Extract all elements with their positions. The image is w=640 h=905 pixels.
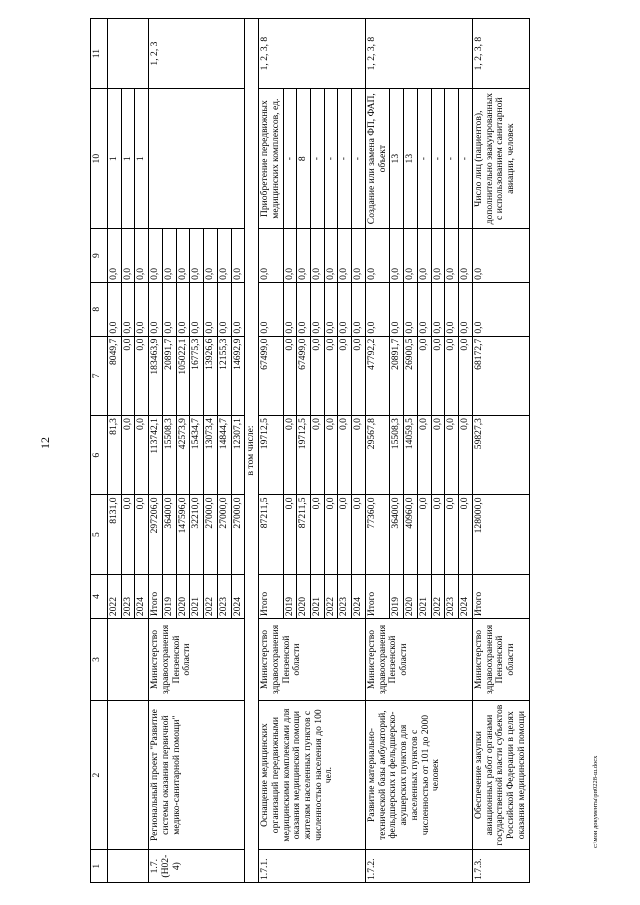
cell-value: 42573,9 <box>176 416 190 495</box>
cell-value: 0,0 <box>338 495 352 574</box>
cell-value: 0,0 <box>445 416 459 495</box>
cell-value: 0,0 <box>121 229 135 283</box>
cell-value: 0,0 <box>135 229 149 283</box>
cell-value: 0,0 <box>108 282 122 336</box>
cell-value: 0,0 <box>338 282 352 336</box>
cell-value: 0,0 <box>311 416 325 495</box>
cell-value: 0,0 <box>176 282 190 336</box>
goal-links: 1, 2, 3 <box>149 19 245 89</box>
cell-value: 16775,3 <box>190 336 204 415</box>
cell-value: 0,0 <box>259 229 283 283</box>
cell-year: 2020 <box>176 574 190 618</box>
cell-value: 0,0 <box>162 282 176 336</box>
cell-value: 0,0 <box>259 282 283 336</box>
cell-value: 81,3 <box>108 416 122 495</box>
cell-value: 0,0 <box>352 229 366 283</box>
cell-value: 0,0 <box>390 282 404 336</box>
row-number: 1.7.3. <box>472 850 529 883</box>
cell-value: 0,0 <box>431 336 445 415</box>
cell-value: 0,0 <box>162 229 176 283</box>
program-table <box>90 18 530 883</box>
cell-value: 0,0 <box>190 282 204 336</box>
cell-value: 0,0 <box>231 282 245 336</box>
cell-value: 0,0 <box>204 229 218 283</box>
cell-value: 77360,0 <box>365 495 389 574</box>
cell-value: 0,0 <box>431 229 445 283</box>
cell-value: 0,0 <box>404 229 418 283</box>
cell-value: 0,0 <box>445 336 459 415</box>
cell-value: 0,0 <box>431 495 445 574</box>
cell-value: 0,0 <box>149 282 163 336</box>
cell-value: 105022,1 <box>176 336 190 415</box>
cell-value: 0,0 <box>204 282 218 336</box>
cell-year: 2020 <box>297 574 311 618</box>
cell-value: 12155,3 <box>217 336 231 415</box>
cell-empty <box>108 19 149 89</box>
cell-value: 15434,7 <box>190 416 204 495</box>
executor: Министерство здравоохранения Пензенской области <box>472 619 529 701</box>
table-row <box>149 19 163 883</box>
cell-year: 2024 <box>231 574 245 618</box>
cell-value: 0,0 <box>283 282 297 336</box>
column-number: 8 <box>91 282 108 336</box>
cell-value: 0,0 <box>217 282 231 336</box>
cell-value: 0,0 <box>417 416 431 495</box>
cell-year: 2021 <box>190 574 204 618</box>
cell-year: 2021 <box>417 574 431 618</box>
cell-year: 2022 <box>431 574 445 618</box>
table-row <box>472 19 529 883</box>
table-row <box>108 19 122 883</box>
cell-empty <box>108 850 149 883</box>
cell-value: 19712,5 <box>259 416 283 495</box>
cell-value: 14059,5 <box>404 416 418 495</box>
cell-value: 0,0 <box>135 282 149 336</box>
cell-value: 13073,4 <box>204 416 218 495</box>
cell-value: 0,0 <box>190 229 204 283</box>
cell-value: 0,0 <box>390 229 404 283</box>
cell-value: 0,0 <box>217 229 231 283</box>
cell-value: 67499,0 <box>259 336 283 415</box>
footer-file-path: c:\мои документы\рп0228-ш.docx <box>592 755 599 848</box>
cell-value: 0,0 <box>459 282 473 336</box>
indicator-name: Число лиц (пациентов), дополнительно эвакуированных с использованием санитарной авиации, человек <box>472 89 529 229</box>
cell-value: 0,0 <box>459 495 473 574</box>
executor: Министерство здравоохранения Пензенской области <box>259 619 366 701</box>
table-row <box>259 19 283 883</box>
cell-value: 0,0 <box>231 229 245 283</box>
cell-value: 0,0 <box>431 282 445 336</box>
table-row <box>365 19 389 883</box>
cell-indicator-value: - <box>352 89 366 229</box>
cell-indicator-value: 1 <box>108 89 122 229</box>
cell-year: 2024 <box>352 574 366 618</box>
cell-value: 0,0 <box>431 416 445 495</box>
cell-year: 2023 <box>121 574 135 618</box>
cell-value: 12307,1 <box>231 416 245 495</box>
cell-value: 0,0 <box>324 416 338 495</box>
cell-value: 0,0 <box>472 282 529 336</box>
cell-value: 0,0 <box>417 229 431 283</box>
cell-year: Итого <box>365 574 389 618</box>
cell-value: 20891,7 <box>390 336 404 415</box>
cell-value: 0,0 <box>417 495 431 574</box>
cell-value: 0,0 <box>445 495 459 574</box>
cell-value: 0,0 <box>338 336 352 415</box>
cell-year: 2022 <box>108 574 122 618</box>
cell-value: 87211,5 <box>259 495 283 574</box>
cell-value: 0,0 <box>459 229 473 283</box>
cell-value: 0,0 <box>352 282 366 336</box>
cell-value: 0,0 <box>311 282 325 336</box>
column-number: 5 <box>91 495 108 574</box>
goal-links: 1, 2, 3, 8 <box>259 19 366 89</box>
cell-year: 2023 <box>217 574 231 618</box>
cell-value: 0,0 <box>404 282 418 336</box>
cell-indicator-value: 8 <box>297 89 311 229</box>
row-number: 1.7.2. <box>365 850 472 883</box>
indicator-name: Создание или замена ФП, ФАП, объект <box>365 89 389 229</box>
cell-value: 0,0 <box>283 416 297 495</box>
cell-value: 113742,1 <box>149 416 163 495</box>
cell-value: 0,0 <box>135 336 149 415</box>
column-number: 1 <box>91 850 108 883</box>
cell-value: 87211,5 <box>297 495 311 574</box>
cell-indicator-value: 13 <box>404 89 418 229</box>
cell-year: 2019 <box>390 574 404 618</box>
cell-value: 15508,3 <box>390 416 404 495</box>
cell-value: 0,0 <box>311 336 325 415</box>
cell-year: 2020 <box>404 574 418 618</box>
in-total-label: в том числе: <box>245 19 259 883</box>
cell-value: 0,0 <box>324 495 338 574</box>
goal-links: 1, 2, 3, 8 <box>365 19 472 89</box>
executor: Министерство здравоохранения Пензенской области <box>365 619 472 701</box>
column-number: 4 <box>91 574 108 618</box>
activity-name: Обеспечение закупки авиационных работ органами государственной власти субъектов Российской Федерации в целях оказания медицинской помощи <box>472 700 529 849</box>
cell-value: 0,0 <box>365 229 389 283</box>
cell-value: 0,0 <box>324 229 338 283</box>
cell-value: 36400,0 <box>162 495 176 574</box>
cell-indicator-value: 13 <box>390 89 404 229</box>
page-number: 12 <box>38 437 52 449</box>
activity-name: Региональный проект "Развитие системы оказания первичной медико-санитарной помощи" <box>149 700 245 849</box>
column-number: 6 <box>91 416 108 495</box>
cell-value: 26900,5 <box>404 336 418 415</box>
cell-indicator-value: - <box>459 89 473 229</box>
cell-value: 67499,0 <box>297 336 311 415</box>
cell-empty <box>108 619 149 701</box>
cell-year: Итого <box>149 574 163 618</box>
cell-value: 0,0 <box>121 336 135 415</box>
cell-value: 0,0 <box>121 495 135 574</box>
cell-value: 32210,0 <box>190 495 204 574</box>
cell-value: 183463,9 <box>149 336 163 415</box>
cell-value: 147596,0 <box>176 495 190 574</box>
cell-indicator-value: 1 <box>121 89 135 229</box>
cell-indicator-value: - <box>283 89 297 229</box>
cell-indicator-value: - <box>445 89 459 229</box>
cell-value: 0,0 <box>283 229 297 283</box>
in-total-row <box>245 19 259 883</box>
cell-value: 8049,7 <box>108 336 122 415</box>
activity-name: Развитие материально-технической базы амбулаторий, фельдшерских и фельдшерско-акушерских пунктов для населенных пунктов с численностью от 101 до 2000 человек <box>365 700 472 849</box>
cell-value: 29567,8 <box>365 416 389 495</box>
cell-value: 59827,3 <box>472 416 529 495</box>
cell-value: 0,0 <box>108 229 122 283</box>
rotated-table-page <box>90 18 625 883</box>
cell-value: 40960,0 <box>404 495 418 574</box>
cell-value: 0,0 <box>135 416 149 495</box>
cell-indicator-value: - <box>311 89 325 229</box>
cell-value: 0,0 <box>445 282 459 336</box>
executor: Министерство здравоохранения Пензенской области <box>149 619 245 701</box>
cell-value: 27000,0 <box>217 495 231 574</box>
cell-value: 0,0 <box>352 336 366 415</box>
cell-year: 2024 <box>459 574 473 618</box>
cell-year: Итого <box>472 574 529 618</box>
cell-value: 0,0 <box>283 336 297 415</box>
cell-indicator-value: - <box>417 89 431 229</box>
cell-year: 2022 <box>204 574 218 618</box>
cell-value: 0,0 <box>176 229 190 283</box>
cell-value: 0,0 <box>459 416 473 495</box>
cell-year: 2019 <box>283 574 297 618</box>
cell-value: 14692,9 <box>231 336 245 415</box>
cell-value: 20891,7 <box>162 336 176 415</box>
cell-indicator-value: - <box>324 89 338 229</box>
cell-value: 0,0 <box>417 282 431 336</box>
column-number: 3 <box>91 619 108 701</box>
cell-year: 2023 <box>445 574 459 618</box>
cell-value: 0,0 <box>311 495 325 574</box>
cell-year: 2019 <box>162 574 176 618</box>
cell-value: 68172,7 <box>472 336 529 415</box>
cell-value: 128000,0 <box>472 495 529 574</box>
goal-links: 1, 2, 3, 8 <box>472 19 529 89</box>
cell-value: 0,0 <box>135 495 149 574</box>
cell-value: 0,0 <box>365 282 389 336</box>
row-number: 1.7.1. <box>259 850 366 883</box>
cell-value: 0,0 <box>338 229 352 283</box>
cell-value: 47792,2 <box>365 336 389 415</box>
cell-value: 15508,3 <box>162 416 176 495</box>
cell-year: 2024 <box>135 574 149 618</box>
cell-value: 0,0 <box>472 229 529 283</box>
cell-value: 36400,0 <box>390 495 404 574</box>
cell-value: 0,0 <box>324 336 338 415</box>
cell-indicator-value: 1 <box>135 89 149 229</box>
cell-indicator-value: - <box>431 89 445 229</box>
cell-value: 0,0 <box>311 229 325 283</box>
cell-value: 0,0 <box>149 229 163 283</box>
column-number-row <box>91 19 108 883</box>
cell-value: 0,0 <box>121 282 135 336</box>
cell-year: Итого <box>259 574 283 618</box>
column-number: 11 <box>91 19 108 89</box>
cell-value: 297206,0 <box>149 495 163 574</box>
cell-value: 8131,0 <box>108 495 122 574</box>
cell-value: 0,0 <box>121 416 135 495</box>
column-number: 10 <box>91 89 108 229</box>
cell-value: 19712,5 <box>297 416 311 495</box>
cell-value: 0,0 <box>338 416 352 495</box>
row-number: 1.7. (Н02-4) <box>149 850 245 883</box>
cell-empty <box>108 700 149 849</box>
cell-empty <box>149 89 245 229</box>
cell-value: 0,0 <box>352 416 366 495</box>
cell-value: 27000,0 <box>231 495 245 574</box>
cell-value: 14844,7 <box>217 416 231 495</box>
cell-value: 0,0 <box>297 229 311 283</box>
column-number: 9 <box>91 229 108 283</box>
column-number: 2 <box>91 700 108 849</box>
cell-value: 13926,6 <box>204 336 218 415</box>
cell-value: 0,0 <box>445 229 459 283</box>
cell-value: 0,0 <box>417 336 431 415</box>
cell-indicator-value: - <box>338 89 352 229</box>
cell-value: 0,0 <box>459 336 473 415</box>
cell-year: 2023 <box>338 574 352 618</box>
cell-year: 2022 <box>324 574 338 618</box>
indicator-name: Приобретение передвижных медицинских комплексов, ед. <box>259 89 283 229</box>
activity-name: Оснащение медицинских организаций передвижными медицинскими комплексами для оказания медицинской помощи жителям населенных пунктов с численностью населения до 100 чел. <box>259 700 366 849</box>
cell-value: 0,0 <box>352 495 366 574</box>
cell-value: 0,0 <box>283 495 297 574</box>
cell-value: 27000,0 <box>204 495 218 574</box>
cell-year: 2021 <box>311 574 325 618</box>
column-number: 7 <box>91 336 108 415</box>
cell-value: 0,0 <box>324 282 338 336</box>
cell-value: 0,0 <box>297 282 311 336</box>
